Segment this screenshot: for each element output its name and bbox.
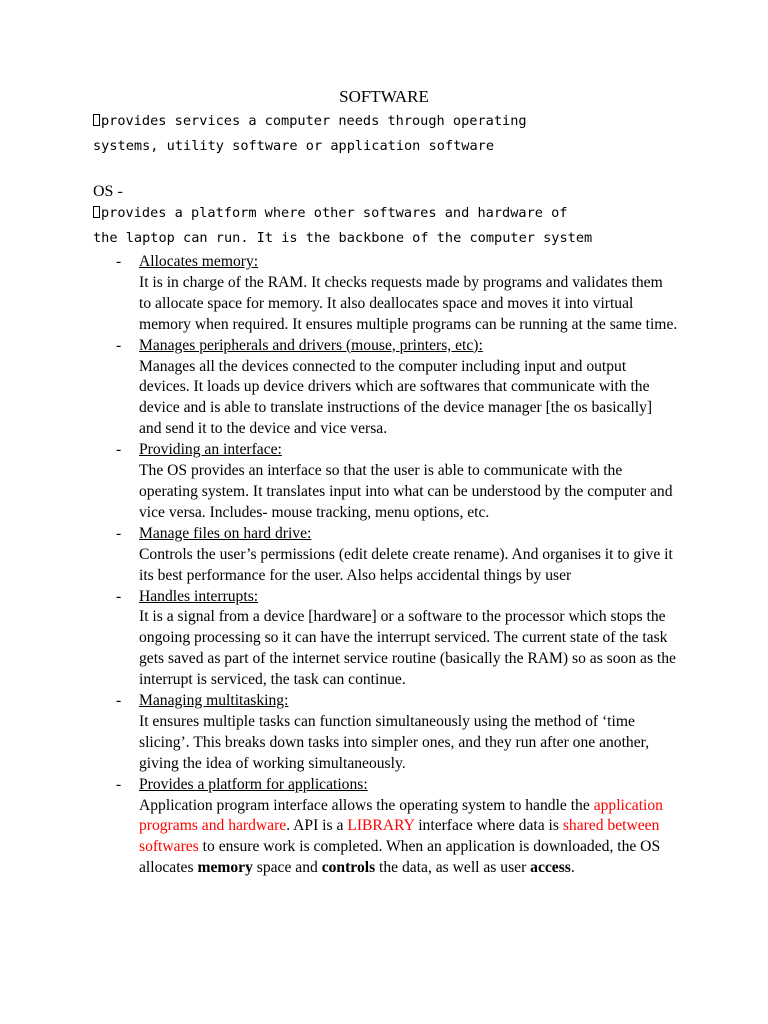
list-item-heading: Providing an interface: [139, 441, 282, 459]
list-item-heading: Handles interrupts: [139, 587, 259, 605]
bold-term: memory [197, 859, 253, 877]
bullet-dash: - [116, 253, 122, 270]
bullet-dash: - [116, 524, 122, 542]
highlighted-term: application programs and hardware [139, 796, 663, 835]
list-item-body: It is in charge of the RAM. It checks requests made by programs and validates them to allocate space for memory. It also deallocates space and moves it into virtual memory when required. It ensures multiple programs can be running at the same time. [139, 273, 678, 333]
os-functions-list [0, 252, 768, 879]
list-item [0, 587, 768, 692]
bullet-dash: - [116, 336, 122, 354]
text-segment: . API is a [286, 817, 348, 835]
bold-term: access [530, 859, 571, 877]
list-item [0, 336, 768, 441]
list-item [0, 252, 768, 336]
bold-term: controls [321, 859, 376, 877]
list-item-heading: Manages peripherals and drivers (mouse, printers, etc): [139, 336, 483, 354]
text-segment: . [570, 859, 575, 877]
list-item-heading: Manage files on hard drive: [139, 524, 312, 542]
list-item [0, 524, 768, 587]
text-segment: Application program interface allows the operating system to handle the [139, 796, 594, 814]
list-item [0, 775, 768, 880]
intro-line-1: provides services a computer needs through operating [93, 109, 693, 134]
list-item [0, 691, 768, 775]
list-item [0, 440, 768, 524]
list-item-heading: Allocates memory: [139, 253, 259, 270]
list-item-body: Controls the user’s permissions (edit delete create rename). And organises it to give it its best performance for the user. Also helps accidental things by user [139, 545, 673, 584]
bullet-dash: - [116, 775, 122, 793]
os-label: OS - [93, 183, 123, 200]
missing-glyph-icon [93, 114, 100, 126]
list-item-body: It is a signal from a device [hardware] or a software to the processor which stops the ongoing processing so it can have the interrupt serviced. The current state of the task gets saved as part of the internet service routine (basically the RAM) so as soon as the interrupt is serviced, the task can continue. [139, 608, 676, 689]
text-segment: the data, as well as user [375, 859, 531, 877]
list-item-body: The OS provides an interface so that the user is able to communicate with the operating system. It translates input into what can be understood by the computer and vice versa. Includes- mouse tracking, menu options, etc. [139, 462, 673, 521]
text-segment: interface where data is [414, 817, 563, 835]
os-intro-line-1: provides a platform where other softwares and hardware of [93, 201, 693, 226]
text-segment: to ensure work is completed. When an application is downloaded, the OS allocates [139, 838, 661, 877]
os-intro-line-2: the laptop can run. It is the backbone of the computer system [93, 230, 593, 246]
highlighted-term: LIBRARY [347, 817, 415, 835]
text-segment: space and [252, 859, 322, 877]
list-item-body: It ensures multiple tasks can function simultaneously using the method of ‘time slicing’. This breaks down tasks into simpler ones, and they run after one another, giving the idea of working simultaneously. [139, 712, 650, 772]
list-item-heading: Provides a platform for applications: [139, 775, 368, 793]
bullet-dash: - [116, 441, 122, 459]
list-item-body [139, 796, 678, 880]
page-title: SOFTWARE [339, 87, 429, 106]
intro-line-2: systems, utility software or application software [93, 138, 495, 154]
bullet-dash: - [116, 587, 122, 605]
bullet-dash: - [116, 692, 122, 710]
list-item-heading: Managing multitasking: [139, 692, 289, 710]
highlighted-term: shared between softwares [139, 817, 660, 856]
list-item-body: Manages all the devices connected to the computer including input and output devices. It loads up device drivers which are softwares that communicate with the device and is able to translate instructions of the device manager [the os basically] and send it to the device and vice versa. [139, 357, 653, 438]
missing-glyph-icon [93, 206, 100, 218]
